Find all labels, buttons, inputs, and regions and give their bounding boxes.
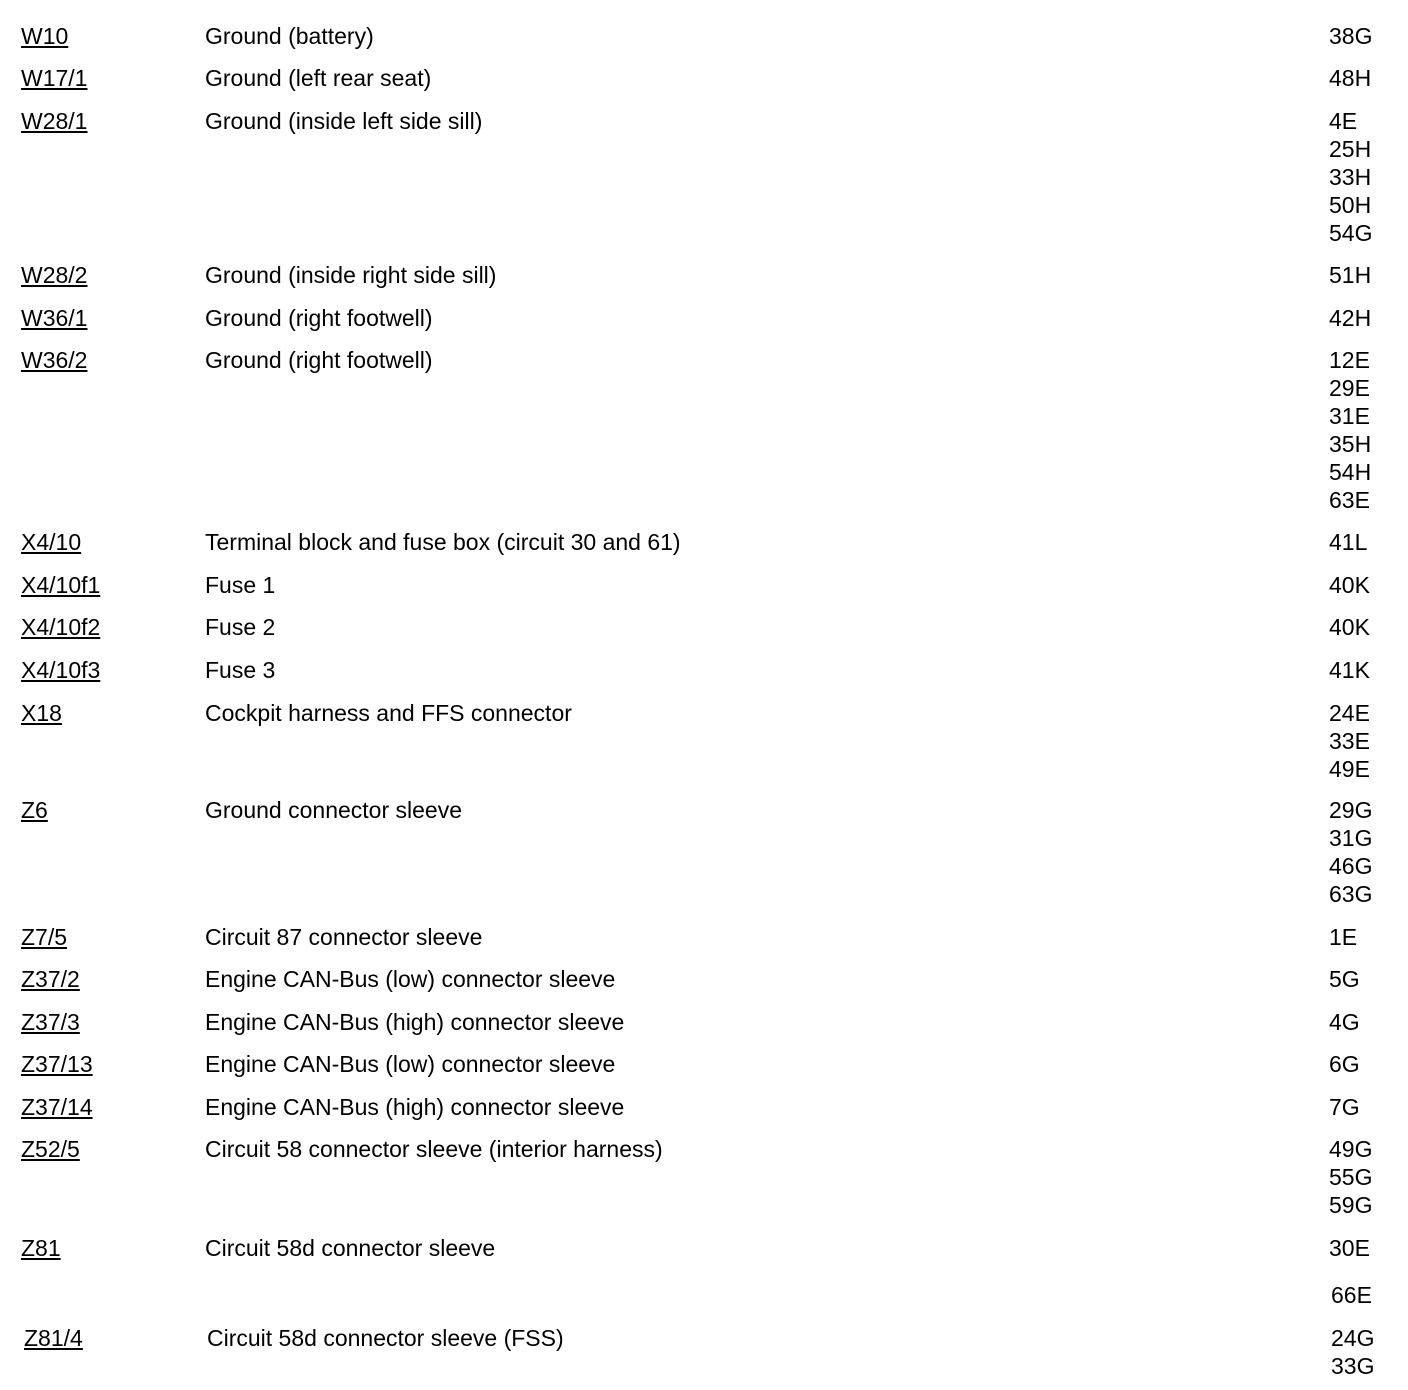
component-description: Ground (battery)	[205, 23, 374, 49]
grid-reference: 48H	[1329, 65, 1372, 91]
grid-reference-list	[1329, 1008, 1360, 1036]
component-code-link[interactable]: X18	[21, 700, 62, 726]
grid-reference-list	[1329, 796, 1372, 908]
grid-reference: 30E	[1329, 1235, 1370, 1261]
component-description: Fuse 2	[205, 614, 276, 640]
grid-reference: 63G	[1329, 881, 1373, 907]
component-code-link[interactable]: W28/1	[21, 108, 88, 134]
grid-reference-list	[1329, 107, 1372, 247]
grid-reference: 29G	[1329, 797, 1373, 823]
grid-reference: 59G	[1329, 1192, 1373, 1218]
component-code-link[interactable]: W10	[21, 23, 69, 49]
grid-reference: 6G	[1329, 1051, 1360, 1077]
grid-reference-list	[1329, 1234, 1370, 1262]
grid-reference: 5G	[1329, 966, 1360, 992]
component-description: Circuit 58d connector sleeve	[205, 1235, 496, 1261]
grid-reference-list	[1329, 965, 1360, 993]
component-description: Ground (inside right side sill)	[205, 262, 497, 288]
grid-reference: 54G	[1329, 220, 1373, 246]
component-description: Ground (left rear seat)	[205, 65, 432, 91]
component-code-link[interactable]: X4/10f3	[21, 657, 101, 683]
grid-reference: 33H	[1329, 164, 1372, 190]
component-code-link[interactable]: W36/1	[21, 305, 88, 331]
grid-reference: 29E	[1329, 375, 1370, 401]
grid-reference: 35H	[1329, 431, 1372, 457]
grid-reference: 50H	[1329, 192, 1372, 218]
grid-reference: 7G	[1329, 1094, 1360, 1120]
grid-reference: 4E	[1329, 108, 1358, 134]
component-description: Engine CAN-Bus (high) connector sleeve	[205, 1009, 625, 1035]
grid-reference: 40K	[1329, 572, 1370, 598]
grid-reference-list	[1329, 571, 1370, 599]
grid-reference-list	[1331, 1281, 1372, 1309]
grid-reference: 41L	[1329, 529, 1368, 555]
grid-reference-list	[1329, 304, 1371, 332]
grid-reference: 33G	[1331, 1353, 1375, 1379]
component-description: Terminal block and fuse box (circuit 30 and 61)	[205, 529, 681, 555]
component-code-link[interactable]: Z37/3	[21, 1009, 80, 1035]
grid-reference-list	[1329, 1093, 1360, 1121]
grid-reference: 1E	[1329, 924, 1358, 950]
component-code-link[interactable]: Z37/14	[21, 1094, 93, 1120]
grid-reference-list	[1329, 1135, 1372, 1219]
component-code-link[interactable]: X4/10	[21, 529, 82, 555]
grid-reference: 63E	[1329, 487, 1370, 513]
grid-reference: 24G	[1331, 1325, 1375, 1351]
component-code-link[interactable]: Z81	[21, 1235, 61, 1261]
component-description: Fuse 1	[205, 572, 276, 598]
grid-reference: 40K	[1329, 614, 1370, 640]
grid-reference: 33E	[1329, 728, 1370, 754]
grid-reference: 24E	[1329, 700, 1370, 726]
component-code-link[interactable]: W17/1	[21, 65, 88, 91]
component-code-link[interactable]: Z6	[21, 797, 48, 823]
component-description: Ground connector sleeve	[205, 797, 462, 823]
grid-reference-list	[1329, 528, 1367, 556]
component-description: Ground (inside left side sill)	[205, 108, 483, 134]
grid-reference-list	[1329, 613, 1370, 641]
component-code-link[interactable]: Z52/5	[21, 1136, 80, 1162]
grid-reference-list	[1329, 1050, 1360, 1078]
component-description: Ground (right footwell)	[205, 347, 433, 373]
grid-reference: 55G	[1329, 1164, 1373, 1190]
grid-reference: 41K	[1329, 657, 1370, 683]
component-description: Engine CAN-Bus (low) connector sleeve	[205, 1051, 616, 1077]
component-description: Circuit 87 connector sleeve	[205, 924, 483, 950]
grid-reference-list	[1329, 656, 1370, 684]
grid-reference: 49E	[1329, 756, 1370, 782]
grid-reference: 38G	[1329, 23, 1373, 49]
component-code-link[interactable]: X4/10f2	[21, 614, 101, 640]
grid-reference: 46G	[1329, 853, 1373, 879]
component-code-link[interactable]: Z37/2	[21, 966, 80, 992]
grid-reference: 4G	[1329, 1009, 1360, 1035]
grid-reference-list	[1329, 699, 1370, 783]
grid-reference: 31G	[1329, 825, 1373, 851]
component-code-link[interactable]: W36/2	[21, 347, 88, 373]
grid-reference-list	[1329, 261, 1371, 289]
grid-reference: 12E	[1329, 347, 1370, 373]
grid-reference: 66E	[1331, 1282, 1372, 1308]
component-description: Circuit 58 connector sleeve (interior harness)	[205, 1136, 663, 1162]
component-description: Circuit 58d connector sleeve (FSS)	[207, 1325, 564, 1351]
grid-reference: 51H	[1329, 262, 1372, 288]
grid-reference-list	[1329, 22, 1372, 50]
grid-reference-list	[1329, 346, 1371, 514]
component-description: Cockpit harness and FFS connector	[205, 700, 572, 726]
grid-reference: 25H	[1329, 136, 1372, 162]
grid-reference: 54H	[1329, 459, 1372, 485]
grid-reference: 42H	[1329, 305, 1372, 331]
grid-reference-list	[1331, 1324, 1374, 1380]
grid-reference-list	[1329, 64, 1371, 92]
grid-reference: 49G	[1329, 1136, 1373, 1162]
component-description: Engine CAN-Bus (low) connector sleeve	[205, 966, 616, 992]
component-code-link[interactable]: X4/10f1	[21, 572, 101, 598]
component-description: Engine CAN-Bus (high) connector sleeve	[205, 1094, 625, 1120]
component-description: Fuse 3	[205, 657, 276, 683]
component-code-link[interactable]: Z7/5	[21, 924, 68, 950]
grid-reference-list	[1329, 923, 1357, 951]
component-code-link[interactable]: Z37/13	[21, 1051, 93, 1077]
component-description: Ground (right footwell)	[205, 305, 433, 331]
component-code-link[interactable]: W28/2	[21, 262, 88, 288]
component-code-link[interactable]: Z81/4	[24, 1325, 83, 1351]
grid-reference: 31E	[1329, 403, 1370, 429]
